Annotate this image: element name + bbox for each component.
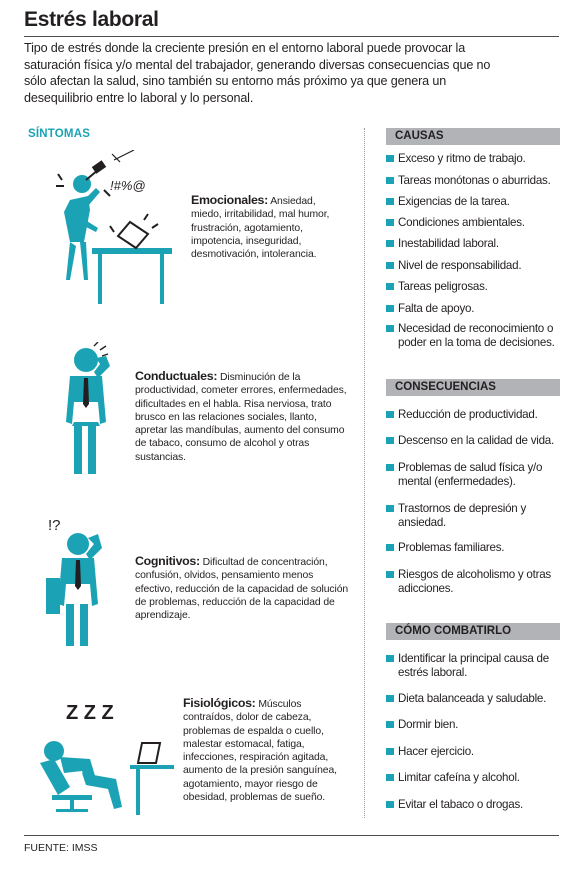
column-divider (364, 128, 365, 818)
sleeping-worker-icon (30, 695, 180, 820)
bullet-icon (386, 721, 394, 728)
list-item: Trastornos de depresión y ansiedad. (386, 502, 562, 529)
list-item: Falta de apoyo. (386, 302, 562, 316)
symptom-text: Dificultad de concentración, confusión, olvidos, pensamiento menos efectivo, reducción de la capacidad de solución de problemas, reducción de la capacidad de aprendizaje. (135, 557, 349, 622)
list-item: Condiciones ambientales. (386, 216, 562, 230)
bullet-icon (386, 283, 394, 290)
bullet-icon (386, 219, 394, 226)
list-item: Descenso en la calidad de vida. (386, 434, 562, 448)
symptom-label: Conductuales: (135, 369, 218, 383)
intro-paragraph: Tipo de estrés donde la creciente presión en el entorno laboral puede provocar la saturación física y/o mental del trabajador, generando diversas consecuencias que no sólo afectan la salud, sino también su entorno más próximo ya que genera un desequilibrio entre lo laboral y lo personal. (24, 41, 491, 105)
symptom-text: Músculos contraídos, dolor de cabeza, problemas de espalda o cuello, malestar estomacal, fatiga, infecciones, respiración agitada, aumento de la presión sanguínea, agotamiento, mayor riesgo de obesidad, problemas de sueño. (183, 699, 337, 804)
confused-worker-icon (44, 514, 124, 654)
title-divider (24, 36, 559, 37)
list-item: Necesidad de reconocimiento o poder en la toma de decisiones. (386, 322, 562, 349)
bullet-icon (386, 801, 394, 808)
list-item: Nivel de responsabilidad. (386, 259, 562, 273)
bullet-icon (386, 155, 394, 162)
bullet-icon (386, 695, 394, 702)
symptom-cognitivos (135, 555, 349, 622)
list-item: Exigencias de la tarea. (386, 195, 562, 209)
bullet-icon (386, 748, 394, 755)
bullet-icon (386, 240, 394, 247)
list-item: Tareas monótonas o aburridas. (386, 174, 562, 188)
list-item: Riesgos de alcoholismo y otras adicciones. (386, 568, 562, 595)
bullet-icon (386, 464, 394, 471)
causas-heading: CAUSAS (386, 128, 560, 145)
consecuencias-heading: CONSECUENCIAS (386, 379, 560, 396)
source-credit: FUENTE: IMSS (24, 842, 98, 854)
list-item: Hacer ejercicio. (386, 745, 562, 759)
bullet-icon (386, 774, 394, 781)
symptom-emocionales (191, 194, 331, 261)
bullet-icon (386, 505, 394, 512)
bullet-icon (386, 325, 394, 332)
list-item: Exceso y ritmo de trabajo. (386, 152, 562, 166)
bullet-icon (386, 305, 394, 312)
sintomas-heading: SÍNTOMAS (28, 128, 91, 140)
list-item: Limitar cafeína y alcohol. (386, 771, 562, 785)
sleep-text: Z Z Z (66, 702, 114, 724)
symptom-conductuales (135, 370, 347, 464)
list-item: Reducción de productividad. (386, 408, 562, 422)
bullet-icon (386, 411, 394, 418)
symptom-text: Ansiedad, miedo, irritabilidad, mal humor, frustración, agotamiento, impotencia, inseguridad, desmotivación, intolerancia. (191, 196, 330, 261)
grawlix-text: !#%@ (110, 178, 146, 193)
list-item: Problemas familiares. (386, 541, 562, 555)
bullet-icon (386, 544, 394, 551)
bullet-icon (386, 655, 394, 662)
footer-divider (24, 835, 559, 836)
list-item: Identificar la principal causa de estrés laboral. (386, 652, 562, 679)
worried-worker-icon (56, 342, 126, 482)
page-title: Estrés laboral (24, 8, 159, 31)
list-item: Dormir bien. (386, 718, 562, 732)
bullet-icon (386, 262, 394, 269)
list-item: Inestabilidad laboral. (386, 237, 562, 251)
list-item: Tareas peligrosas. (386, 280, 562, 294)
symptom-fisiologicos (183, 697, 343, 804)
bullet-icon (386, 571, 394, 578)
question-text: !? (48, 517, 61, 534)
list-item: Evitar el tabaco o drogas. (386, 798, 562, 812)
bullet-icon (386, 198, 394, 205)
combatirlo-heading: CÓMO COMBATIRLO (386, 623, 560, 640)
list-item: Problemas de salud física y/o mental (enfermedades). (386, 461, 562, 488)
symptom-text: Disminución de la productividad, cometer errores, enfermedades, dificultades en el habla. Risa nerviosa, trato brusco en las relaciones sociales, llanto, apretar las mandíbulas, aumento del consumo de tabaco, consumo de alcohol y otras sustancias. (135, 372, 347, 463)
symptom-label: Cognitivos: (135, 554, 200, 568)
angry-worker-icon (40, 150, 190, 310)
bullet-icon (386, 437, 394, 444)
list-item: Dieta balanceada y saludable. (386, 692, 562, 706)
bullet-icon (386, 177, 394, 184)
symptom-label: Fisiológicos: (183, 696, 256, 710)
symptom-label: Emocionales: (191, 193, 268, 207)
